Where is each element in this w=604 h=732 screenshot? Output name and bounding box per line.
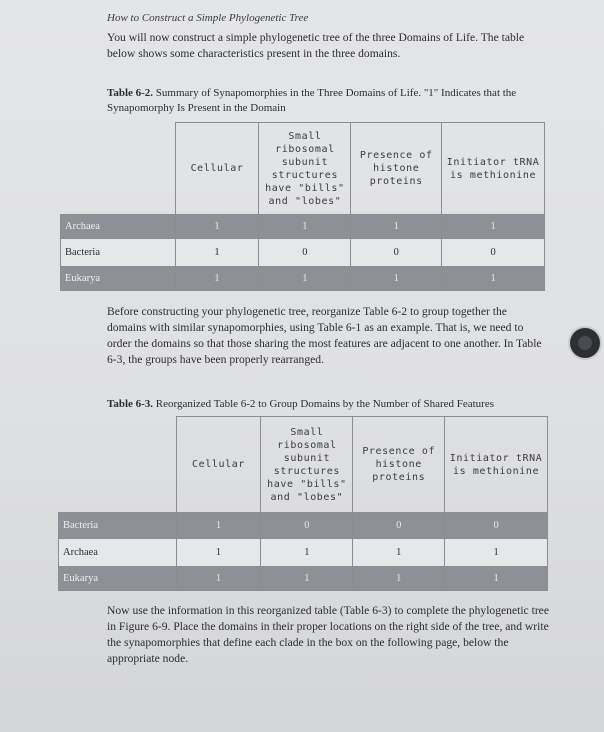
- table-6-2-title: Summary of Synapomorphies in the Three Domains of Life. "1" Indicates that the Synapomorphy Is Present in the Domain: [107, 87, 517, 114]
- table-6-3: [58, 416, 548, 591]
- table-cell: 1: [175, 239, 259, 267]
- table-6-3-caption: [107, 397, 547, 412]
- row-label: Archaea: [61, 215, 176, 239]
- table-cell: 0: [353, 513, 445, 539]
- table-cell: 1: [445, 567, 548, 591]
- table-cell: 0: [261, 513, 353, 539]
- table-row: [61, 215, 545, 239]
- row-label: Eukarya: [61, 267, 176, 291]
- row-label: Bacteria: [61, 239, 176, 267]
- table-cell: 0: [445, 513, 548, 539]
- intro-paragraph: You will now construct a simple phylogenetic tree of the three Domains of Life. The table below shows some characteristics present in the three domains.: [107, 31, 525, 60]
- col-header-cellular: Cellular: [175, 123, 259, 215]
- table-cell: 1: [259, 215, 351, 239]
- col-header-cellular: Cellular: [176, 417, 261, 513]
- table-cell: 1: [442, 267, 545, 291]
- middle-paragraph: Before constructing your phylogenetic tree, reorganize Table 6-2 to group together the domains with similar synapomorphies, using Table 6-1 as an example. That is, we need to order the domains so that those sharing the most features are adjacent to one another. In Table 6-3, the groups have been properly rearranged.: [107, 305, 542, 366]
- row-label: Eukarya: [59, 567, 177, 591]
- table-header-row: [61, 123, 545, 215]
- table-row: [59, 539, 548, 567]
- closing-paragraph: Now use the information in this reorganized table (Table 6-3) to complete the phylogenetic tree in Figure 6-9. Place the domains in their proper locations on the right side of the tree, and write the synapomorphies that define each clade in the box on the following page, below the appropriate node.: [107, 604, 549, 665]
- table-cell: 1: [442, 215, 545, 239]
- col-header-histone: Presence of histone proteins: [351, 123, 442, 215]
- table-row: [61, 239, 545, 267]
- table-cell: 1: [176, 567, 261, 591]
- table-6-2: [60, 122, 545, 291]
- col-header-trna: Initiator tRNA is methionine: [445, 417, 548, 513]
- table-cell: 0: [351, 239, 442, 267]
- table-cell: 1: [351, 215, 442, 239]
- table-cell: 0: [259, 239, 351, 267]
- running-header: How to Construct a Simple Phylogenetic Tree: [107, 12, 309, 24]
- table-row: [59, 567, 548, 591]
- table-cell: 1: [176, 539, 261, 567]
- table-cell: 1: [175, 267, 259, 291]
- corner-cell: [59, 417, 177, 513]
- table-6-2-label: Table 6-2.: [107, 87, 154, 99]
- table-6-3-title: Reorganized Table 6-2 to Group Domains by the Number of Shared Features: [155, 398, 495, 410]
- table-6-2-caption: [107, 86, 547, 116]
- corner-cell: [61, 123, 176, 215]
- table-cell: 1: [351, 267, 442, 291]
- col-header-ribosomal: Small ribosomal subunit structures have "bills" and "lobes": [261, 417, 353, 513]
- table-cell: 1: [353, 567, 445, 591]
- row-label: Bacteria: [59, 513, 177, 539]
- table-row: [61, 267, 545, 291]
- table-cell: 1: [261, 567, 353, 591]
- table-cell: 1: [175, 215, 259, 239]
- table-cell: 0: [442, 239, 545, 267]
- table-cell: 1: [259, 267, 351, 291]
- col-header-ribosomal: Small ribosomal subunit structures have "bills" and "lobes": [259, 123, 351, 215]
- col-header-histone: Presence of histone proteins: [353, 417, 445, 513]
- table-header-row: [59, 417, 548, 513]
- col-header-trna: Initiator tRNA is methionine: [442, 123, 545, 215]
- table-cell: 1: [176, 513, 261, 539]
- table-cell: 1: [261, 539, 353, 567]
- table-6-3-label: Table 6-3.: [107, 398, 154, 410]
- binder-hole: [570, 328, 600, 358]
- row-label: Archaea: [59, 539, 177, 567]
- table-cell: 1: [353, 539, 445, 567]
- table-cell: 1: [445, 539, 548, 567]
- table-row: [59, 513, 548, 539]
